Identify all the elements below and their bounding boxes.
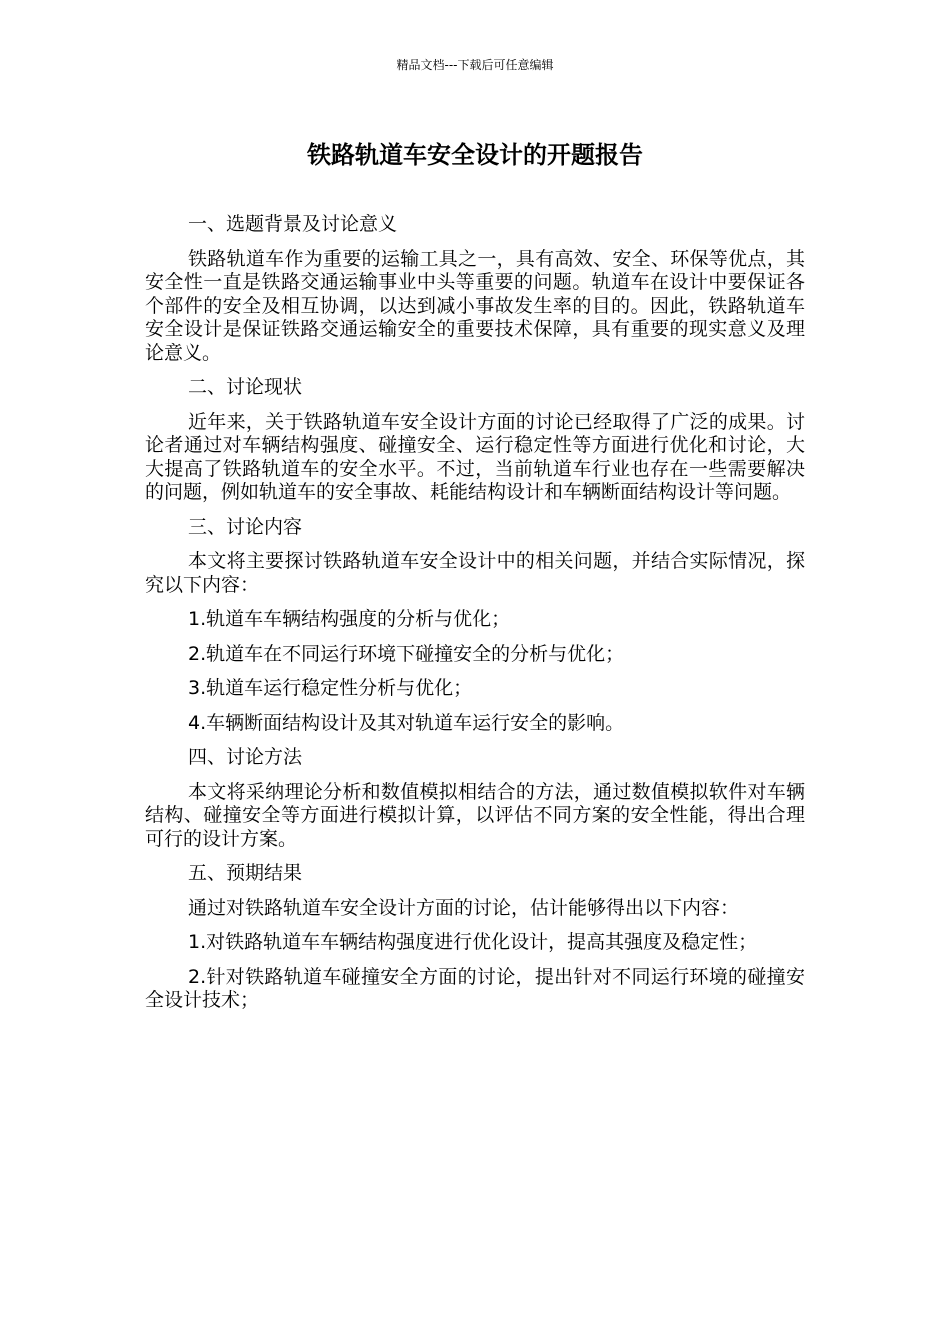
list-item: 2.针对铁路轨道车碰撞安全方面的讨论，提出针对不同运行环境的碰撞安全设计技术； [145, 965, 805, 1011]
paragraph: 本文将采纳理论分析和数值模拟相结合的方法，通过数值模拟软件对车辆结构、碰撞安全等方面进行模拟计算，以评估不同方案的安全性能，得出合理可行的设计方案。 [145, 780, 805, 850]
section-heading: 五、预期结果 [188, 862, 303, 884]
document-body [145, 213, 805, 1024]
section-heading: 一、选题背景及讨论意义 [188, 213, 398, 235]
section-heading: 三、讨论内容 [188, 515, 303, 538]
paragraph: 近年来，关于铁路轨道车安全设计方面的讨论已经取得了广泛的成果。讨论者通过对车辆结构强度、碰撞安全、运行稳定性等方面进行优化和讨论，大大提高了铁路轨道车的安全水平。不过，当前轨道车行业也存在一些需要解决的问题，例如轨道车的安全事故、耗能结构设计和车辆断面结构设计等问题。 [145, 410, 805, 503]
paragraph: 通过对铁路轨道车安全设计方面的讨论，估计能够得出以下内容： [188, 896, 740, 919]
list-item: 1.对铁路轨道车车辆结构强度进行优化设计，提高其强度及稳定性； [188, 931, 758, 953]
document-title: 铁路轨道车安全设计的开题报告 [307, 141, 643, 169]
section-heading: 四、讨论方法 [188, 746, 303, 768]
list-item: 2.轨道车在不同运行环境下碰撞安全的分析与优化； [188, 642, 625, 665]
paragraph: 铁路轨道车作为重要的运输工具之一，具有高效、安全、环保等优点，其安全性一直是铁路交通运输事业中头等重要的问题。轨道车在设计中要保证各个部件的安全及相互协调，以达到减小事故发生率的目的。因此，铁路轨道车安全设计是保证铁路交通运输安全的重要技术保障，具有重要的现实意义及理论意义。 [145, 247, 805, 364]
list-item: 3.轨道车运行稳定性分析与优化； [188, 677, 473, 699]
list-item: 1.轨道车车辆结构强度的分析与优化； [188, 608, 511, 630]
list-item: 4.车辆断面结构设计及其对轨道车运行安全的影响。 [188, 711, 625, 734]
paragraph: 本文将主要探讨铁路轨道车安全设计中的相关问题，并结合实际情况，探究以下内容： [145, 550, 805, 596]
header-note: 精品文档---下载后可任意编辑 [396, 58, 554, 72]
section-heading: 二、讨论现状 [188, 376, 303, 398]
